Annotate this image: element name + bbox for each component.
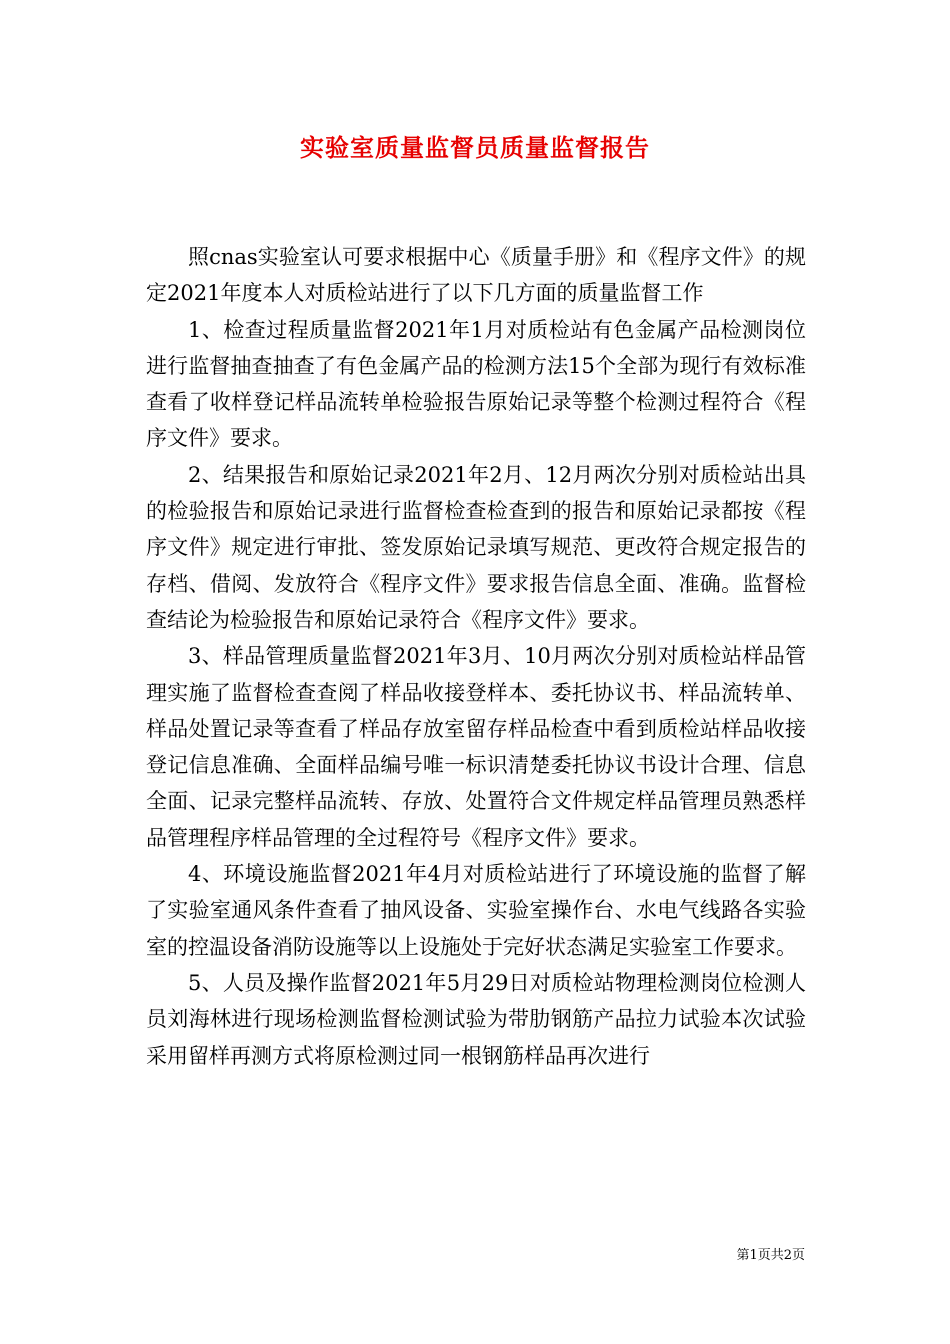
paragraph-1: 1、检查过程质量监督2021年1月对质检站有色金属产品检测岗位进行监督抽查抽查了有色金属产品的检测方法15个全部为现行有效标准查看了收样登记样品流转单检验报告原始记录等整个检测过程符合《程序文件》要求。 (146, 317, 806, 451)
page-number: 第1页共2页 (736, 1248, 805, 1263)
paragraph-5: 5、人员及操作监督2021年5月29日对质检站物理检测岗位检测人员刘海林进行现场检测监督检测试验为带肋钢筋产品拉力试验本次试验采用留样再测方式将原检测过同一根钢筋样品再次进行 (146, 970, 806, 1068)
document-title: 实验室质量监督员质量监督报告 (300, 133, 650, 162)
document-body (146, 239, 806, 1074)
paragraph-2: 2、结果报告和原始记录2021年2月、12月两次分别对质检站出具的检验报告和原始记录进行监督检查检查到的报告和原始记录都按《程序文件》规定进行审批、签发原始记录填写规范、更改符合规定报告的存档、借阅、发放符合《程序文件》要求报告信息全面、准确。监督检查结论为检验报告和原始记录符合《程序文件》要求。 (146, 462, 806, 632)
paragraph-intro: 照cnas实验室认可要求根据中心《质量手册》和《程序文件》的规定2021年度本人对质检站进行了以下几方面的质量监督工作 (146, 245, 806, 306)
paragraph-3: 3、样品管理质量监督2021年3月、10月两次分别对质检站样品管理实施了监督检查查阅了样品收接登样本、委托协议书、样品流转单、样品处置记录等查看了样品存放室留存样品检查中看到质检站样品收接登记信息准确、全面样品编号唯一标识清楚委托协议书设计合理、信息全面、记录完整样品流转、存放、处置符合文件规定样品管理员熟悉样品管理程序样品管理的全过程符号《程序文件》要求。 (146, 644, 806, 850)
paragraph-4: 4、环境设施监督2021年4月对质检站进行了环境设施的监督了解了实验室通风条件查看了抽风设备、实验室操作台、水电气线路各实验室的控温设备消防设施等以上设施处于完好状态满足实验室工作要求。 (146, 862, 806, 959)
